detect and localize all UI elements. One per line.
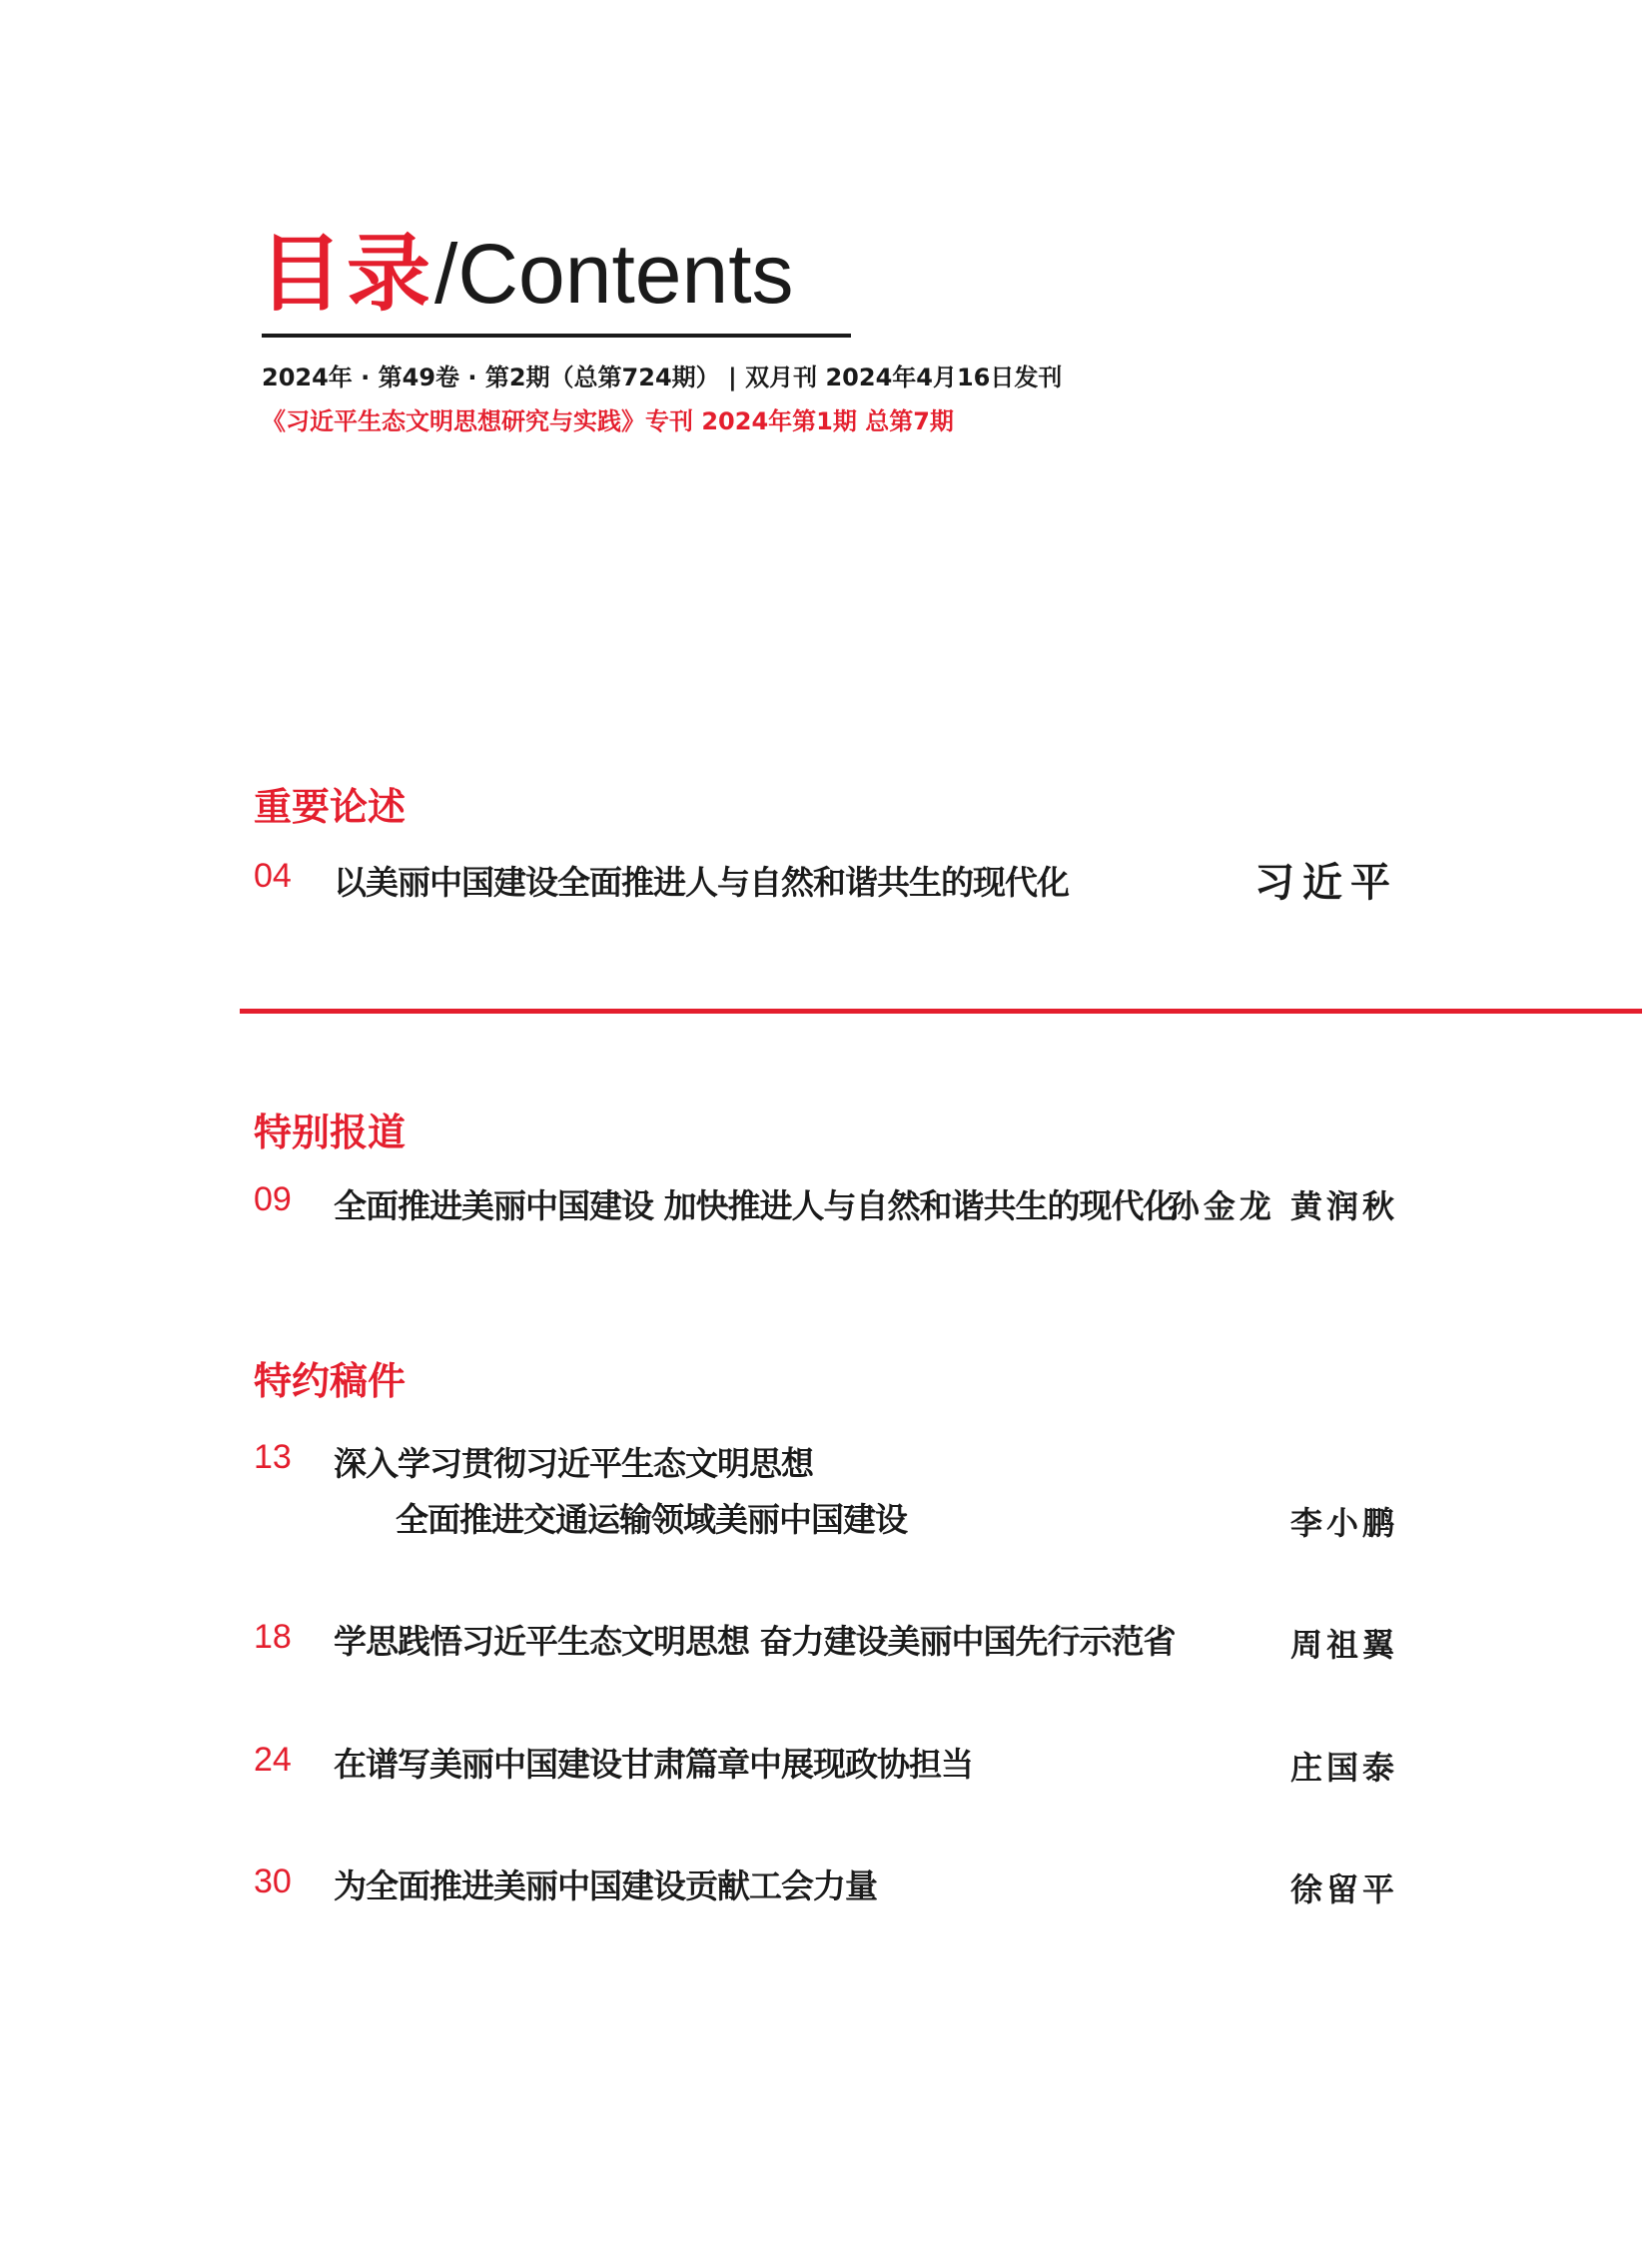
- article-author: 庄国泰: [1289, 1749, 1398, 1787]
- article-title[interactable]: 以美丽中国建设全面推进人与自然和谐共生的现代化: [334, 863, 1069, 902]
- section-title-featured: 特约稿件: [254, 1359, 407, 1403]
- article-title-line2[interactable]: 全面推进交通运输领域美丽中国建设: [396, 1500, 907, 1539]
- special-issue-info: 《习近平生态文明思想研究与实践》专刊 2024年第1期 总第7期: [262, 407, 954, 435]
- article-page-number: 04: [254, 857, 292, 895]
- title-chinese: 目录: [259, 225, 435, 323]
- article-page-number: 18: [254, 1618, 292, 1656]
- article-page-number: 09: [254, 1180, 292, 1218]
- article-page-number: 13: [254, 1438, 292, 1476]
- section-title-special-report: 特别报道: [254, 1111, 407, 1154]
- page-title: [259, 225, 794, 323]
- article-title[interactable]: 深入学习贯彻习近平生态文明思想: [334, 1444, 813, 1483]
- issue-info: 2024年 · 第49卷 · 第2期（总第724期） | 双月刊 2024年4月16日发刊: [262, 364, 1063, 391]
- section-title-important: 重要论述: [254, 785, 407, 829]
- article-title[interactable]: 为全面推进美丽中国建设贡献工会力量: [334, 1867, 877, 1905]
- article-author: 孙金龙 黄润秋: [1167, 1187, 1398, 1225]
- section-divider: [240, 1009, 1642, 1014]
- article-page-number: 24: [254, 1741, 292, 1779]
- title-english: /Contents: [434, 227, 794, 321]
- article-author: 习近平: [1254, 859, 1398, 906]
- article-author: 徐留平: [1289, 1870, 1398, 1908]
- article-author: 李小鹏: [1289, 1504, 1398, 1542]
- article-page-number: 30: [254, 1863, 292, 1900]
- article-title[interactable]: 学思践悟习近平生态文明思想 奋力建设美丽中国先行示范省: [334, 1622, 1176, 1661]
- title-divider: [262, 334, 851, 338]
- article-author: 周祖翼: [1289, 1626, 1398, 1664]
- article-title[interactable]: 全面推进美丽中国建设 加快推进人与自然和谐共生的现代化: [334, 1186, 1176, 1225]
- article-title[interactable]: 在谱写美丽中国建设甘肃篇章中展现政协担当: [334, 1745, 973, 1784]
